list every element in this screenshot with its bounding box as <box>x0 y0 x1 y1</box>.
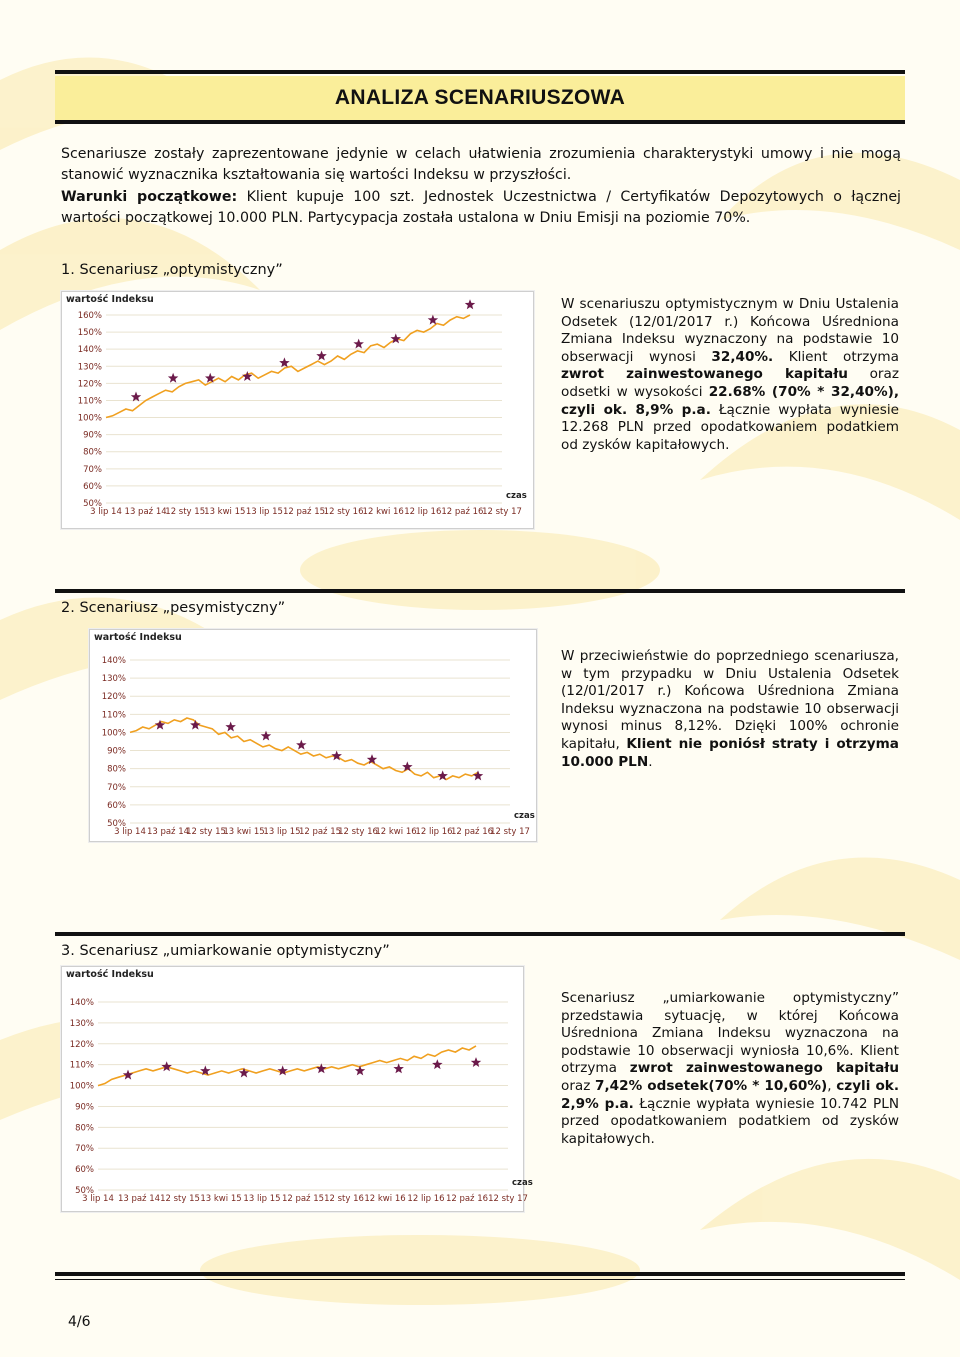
title-band <box>55 76 905 120</box>
y-tick-label: 110% <box>77 396 102 407</box>
observation-star <box>465 299 475 309</box>
conditions-label: Warunki początkowe: <box>61 189 238 205</box>
x-tick-label: 13 kwi 15 <box>204 507 246 517</box>
x-tick-label: 12 paź 16 <box>445 1194 489 1204</box>
observation-star <box>432 1059 443 1069</box>
section-rule-2 <box>55 932 905 936</box>
y-tick-label: 80% <box>75 1123 94 1134</box>
y-tick-label: 130% <box>101 674 126 685</box>
x-tick-label: 3 lip 14 <box>114 827 146 837</box>
x-tick-label: 12 lip 16 <box>407 1194 445 1204</box>
chart-xlabel: czas <box>512 1178 533 1188</box>
chart-optimistic <box>61 291 534 529</box>
x-tick-label: 13 paź 14 <box>124 507 167 517</box>
scenario-description <box>561 990 899 1148</box>
y-tick-label: 120% <box>77 379 102 390</box>
chart-xlabel: czas <box>506 491 527 501</box>
chart-moderate-svg <box>62 967 533 1211</box>
y-tick-label: 80% <box>107 764 126 775</box>
body-text: oraz odsetki w wysokości <box>561 366 899 400</box>
y-tick-label: 70% <box>107 782 126 793</box>
x-tick-label: 12 sty 17 <box>490 827 530 837</box>
observation-star <box>277 1065 288 1075</box>
y-tick-label: 60% <box>83 481 102 492</box>
x-tick-label: 12 sty 16 <box>324 1194 364 1204</box>
x-tick-label: 13 lip 15 <box>245 507 283 517</box>
chart-pessimistic <box>89 629 537 842</box>
x-tick-label: 12 paź 15 <box>282 507 326 517</box>
chart-optimistic-svg <box>62 292 533 528</box>
x-tick-label: 12 paź 15 <box>281 1194 325 1204</box>
scenario-3-text <box>561 990 899 1148</box>
scenario-1-text <box>561 296 899 454</box>
body-text: Scenariusz „umiarkowanie optymistyczny” przedstawia sytuację, w której Końcowa Uśredniona Zmiana Indeksu wyznaczona na podstawie 10 obserwacji wyniosła 10,6%. Klient otrzyma <box>561 990 899 1077</box>
y-tick-label: 60% <box>75 1165 94 1176</box>
scenario-description <box>561 296 899 454</box>
x-tick-label: 3 lip 14 <box>90 507 122 517</box>
observation-star <box>296 740 307 750</box>
header-rule-bottom <box>55 120 905 124</box>
body-text: oraz <box>561 1077 596 1094</box>
body-text: , <box>827 1077 837 1094</box>
y-tick-label: 130% <box>77 362 102 373</box>
emphasis-text: czyli ok. 2,9% p.a. <box>561 1077 899 1112</box>
body-text: Klient otrzyma <box>773 348 899 365</box>
x-tick-label: 12 lip 16 <box>415 827 453 837</box>
y-tick-label: 50% <box>107 819 126 829</box>
observation-star <box>355 1065 365 1075</box>
initial-conditions <box>61 187 901 229</box>
footer-rule-thick <box>55 1272 905 1276</box>
x-tick-label: 12 paź 16 <box>450 827 494 837</box>
chart-pessimistic-svg <box>90 630 536 841</box>
observation-star <box>168 373 178 383</box>
x-tick-label: 12 paź 15 <box>298 827 342 837</box>
x-tick-label: 12 sty 16 <box>323 507 364 517</box>
body-text: Łącznie wypłata wyniesie 12.268 PLN przed opodatkowaniem podatkiem od zysków kapitałowych. <box>561 401 899 453</box>
footer-rule-thin <box>55 1279 905 1280</box>
index-line <box>98 1046 476 1086</box>
x-tick-label: 13 paź 14 <box>117 1194 161 1204</box>
y-tick-label: 90% <box>83 430 102 441</box>
conditions-text: Klient kupuje 100 szt. Jednostek Uczestnictwa / Certyfikatów Depozytowych o łącznej wartości początkowej 10.000 PLN. Partycypacja została ustalona w Dniu Emisji na poziomie 70%. <box>61 189 901 226</box>
emphasis-text: zwrot zainwestowanego kapitału <box>561 366 848 383</box>
scenario-3-title: 3. Scenariusz „umiarkowanie optymistyczny” <box>61 943 390 959</box>
y-tick-label: 80% <box>83 447 102 458</box>
x-tick-label: 13 paź 14 <box>146 827 190 837</box>
section-rule-1 <box>55 589 905 593</box>
x-tick-label: 12 sty 15 <box>186 827 226 837</box>
emphasis-text: 7,42% odsetek(70% * 10,60%) <box>595 1077 828 1094</box>
scenario-description <box>561 648 899 771</box>
y-tick-label: 150% <box>77 328 102 339</box>
x-tick-label: 12 sty 15 <box>160 1194 200 1204</box>
y-tick-label: 100% <box>69 1081 94 1092</box>
observation-star <box>353 339 364 349</box>
x-tick-label: 12 sty 17 <box>488 1194 528 1204</box>
emphasis-text: 32,40%. <box>711 348 774 365</box>
y-tick-label: 70% <box>75 1144 94 1155</box>
x-tick-label: 12 sty 15 <box>165 507 206 517</box>
observation-star <box>161 1061 172 1071</box>
y-tick-label: 100% <box>101 728 126 739</box>
chart-ylabel: wartość Indeksu <box>94 632 182 643</box>
body-text: W przeciwieństwie do poprzedniego scenariusza, w tym przypadku w Dniu Ustalenia Odsetek (12/01/2017 r.) Końcowa Uśredniona Zmiana Indeksu wyznaczona na podstawie 10 obserwacji wynosi minus 8,12%. Dzięki 100% ochronie kapitału, <box>561 648 899 752</box>
x-tick-label: 12 sty 16 <box>338 827 378 837</box>
y-tick-label: 110% <box>69 1060 94 1071</box>
y-tick-label: 130% <box>69 1018 94 1029</box>
observation-star <box>190 720 201 730</box>
observation-star <box>225 722 236 732</box>
emphasis-text: zwrot zainwestowanego kapitału <box>629 1060 899 1077</box>
x-tick-label: 12 paź 16 <box>441 507 484 517</box>
y-tick-label: 100% <box>77 413 102 424</box>
emphasis-text: Klient nie poniósł straty i otrzyma 10.000 PLN <box>561 735 899 770</box>
y-tick-label: 50% <box>75 1186 94 1196</box>
body-text: . <box>648 753 653 770</box>
y-tick-label: 90% <box>75 1102 94 1113</box>
y-tick-label: 90% <box>107 746 126 757</box>
x-tick-label: 12 sty 17 <box>482 507 522 517</box>
chart-moderate <box>61 966 533 1212</box>
x-tick-label: 13 kwi 15 <box>223 827 265 837</box>
scenario-2-text <box>561 648 899 771</box>
observation-star <box>471 1057 481 1067</box>
chart-xlabel: czas <box>514 811 535 821</box>
intro-paragraph: Scenariusze zostały zaprezentowane jedynie w celach ułatwienia zrozumienia charakterystyki umowy i nie mogą stanowić wyznacznika kształtowania się wartości Indeksu w przyszłości. <box>61 146 901 183</box>
page-title: ANALIZA SCENARIUSZOWA <box>334 86 626 109</box>
y-tick-label: 120% <box>69 1039 94 1050</box>
y-tick-label: 140% <box>101 656 126 666</box>
chart-ylabel: wartość Indeksu <box>66 969 154 980</box>
y-tick-label: 60% <box>107 800 126 811</box>
page-number: 4/6 <box>68 1314 91 1330</box>
scenario-2-title: 2. Scenariusz „pesymistyczny” <box>61 600 286 616</box>
y-tick-label: 160% <box>77 311 102 321</box>
x-tick-label: 12 kwi 16 <box>364 1194 406 1204</box>
x-tick-label: 12 kwi 16 <box>375 827 417 837</box>
scenario-1-title: 1. Scenariusz „optymistyczny” <box>61 262 283 278</box>
y-tick-label: 120% <box>101 692 126 703</box>
y-tick-label: 50% <box>83 499 102 509</box>
emphasis-text: 22.68% (70% * 32,40%), czyli ok. 8,9% p.a. <box>561 383 899 418</box>
y-tick-label: 110% <box>101 710 126 721</box>
y-tick-label: 140% <box>77 345 102 356</box>
observation-star <box>473 770 483 780</box>
y-tick-label: 140% <box>69 998 94 1008</box>
x-tick-label: 12 kwi 16 <box>362 507 404 517</box>
x-tick-label: 12 lip 16 <box>404 507 442 517</box>
x-tick-label: 13 lip 15 <box>243 1194 281 1204</box>
observation-star <box>155 720 165 730</box>
chart-ylabel: wartość Indeksu <box>66 294 154 305</box>
x-tick-label: 13 lip 15 <box>263 827 301 837</box>
body-text: Łącznie wypłata wyniesie 10.742 PLN przed opodatkowaniem podatkiem od zysków kapitałowych. <box>561 1095 900 1147</box>
y-tick-label: 70% <box>83 464 102 475</box>
observation-star <box>123 1070 133 1080</box>
x-tick-label: 3 lip 14 <box>82 1194 114 1204</box>
observation-star <box>316 351 327 361</box>
header-rule-top <box>55 70 905 74</box>
x-tick-label: 13 kwi 15 <box>200 1194 242 1204</box>
body-text: W scenariuszu optymistycznym w Dniu Ustalenia Odsetek (12/01/2017 r.) Końcowa Uśredniona Zmiana Indeksu wyznaczony na podstawie 10 obserwacji wynosi <box>561 296 899 365</box>
